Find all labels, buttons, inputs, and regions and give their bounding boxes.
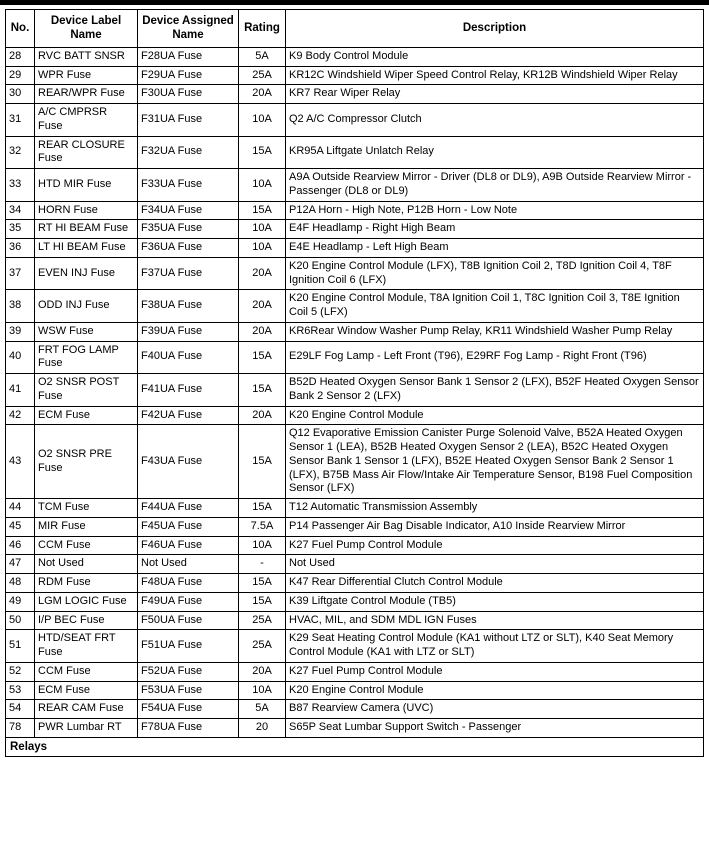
cell-description: K20 Engine Control Module (LFX), T8B Ignition Coil 2, T8D Ignition Coil 4, T8F Ignition Coil 6 (LFX): [286, 257, 704, 290]
relays-section-header: Relays: [6, 737, 704, 756]
cell-device-label-name: LT HI BEAM Fuse: [35, 239, 138, 258]
table-row: [6, 66, 704, 85]
cell-description: E4E Headlamp - Left High Beam: [286, 239, 704, 258]
table-row: [6, 239, 704, 258]
cell-device-label-name: HTD/SEAT FRT Fuse: [35, 630, 138, 663]
cell-device-label-name: TCM Fuse: [35, 499, 138, 518]
cell-rating: 10A: [239, 104, 286, 137]
header-no: No.: [6, 10, 35, 48]
cell-device-label-name: REAR CLOSURE Fuse: [35, 136, 138, 169]
top-divider-bar: [0, 0, 709, 5]
table-row: [6, 592, 704, 611]
table-row: [6, 574, 704, 593]
cell-no: 43: [6, 425, 35, 499]
cell-no: 47: [6, 555, 35, 574]
cell-rating: 10A: [239, 239, 286, 258]
cell-device-assigned-name: F42UA Fuse: [138, 406, 239, 425]
cell-device-assigned-name: F29UA Fuse: [138, 66, 239, 85]
cell-device-assigned-name: F36UA Fuse: [138, 239, 239, 258]
cell-device-assigned-name: F38UA Fuse: [138, 290, 239, 323]
cell-no: 53: [6, 681, 35, 700]
cell-rating: 25A: [239, 630, 286, 663]
cell-description: P12A Horn - High Note, P12B Horn - Low Note: [286, 201, 704, 220]
cell-device-assigned-name: F54UA Fuse: [138, 700, 239, 719]
cell-description: HVAC, MIL, and SDM MDL IGN Fuses: [286, 611, 704, 630]
cell-device-label-name: CCM Fuse: [35, 662, 138, 681]
cell-no: 78: [6, 719, 35, 738]
cell-device-assigned-name: F33UA Fuse: [138, 169, 239, 202]
table-row: [6, 611, 704, 630]
cell-rating: 10A: [239, 169, 286, 202]
cell-device-assigned-name: F46UA Fuse: [138, 536, 239, 555]
cell-device-label-name: ODD INJ Fuse: [35, 290, 138, 323]
cell-no: 46: [6, 536, 35, 555]
cell-device-assigned-name: F34UA Fuse: [138, 201, 239, 220]
cell-description: B52D Heated Oxygen Sensor Bank 1 Sensor 2 (LFX), B52F Heated Oxygen Sensor Bank 2 Sensor 2 (LFX): [286, 374, 704, 407]
cell-no: 37: [6, 257, 35, 290]
cell-no: 30: [6, 85, 35, 104]
cell-device-assigned-name: F30UA Fuse: [138, 85, 239, 104]
cell-device-assigned-name: F50UA Fuse: [138, 611, 239, 630]
cell-rating: 20A: [239, 85, 286, 104]
table-row: [6, 169, 704, 202]
cell-rating: 20A: [239, 257, 286, 290]
cell-device-assigned-name: F40UA Fuse: [138, 341, 239, 374]
cell-no: 36: [6, 239, 35, 258]
cell-description: KR6Rear Window Washer Pump Relay, KR11 Windshield Washer Pump Relay: [286, 322, 704, 341]
table-row: [6, 220, 704, 239]
cell-rating: 20: [239, 719, 286, 738]
header-row: [6, 10, 704, 48]
cell-rating: 25A: [239, 611, 286, 630]
cell-rating: 15A: [239, 574, 286, 593]
cell-device-label-name: A/C CMPRSR Fuse: [35, 104, 138, 137]
cell-device-label-name: RVC BATT SNSR: [35, 47, 138, 66]
cell-device-label-name: Not Used: [35, 555, 138, 574]
cell-description: KR7 Rear Wiper Relay: [286, 85, 704, 104]
cell-device-label-name: PWR Lumbar RT: [35, 719, 138, 738]
cell-device-assigned-name: F35UA Fuse: [138, 220, 239, 239]
cell-device-label-name: RDM Fuse: [35, 574, 138, 593]
cell-no: 52: [6, 662, 35, 681]
cell-device-assigned-name: F43UA Fuse: [138, 425, 239, 499]
cell-no: 38: [6, 290, 35, 323]
cell-description: A9A Outside Rearview Mirror - Driver (DL8 or DL9), A9B Outside Rearview Mirror - Passenger (DL8 or DL9): [286, 169, 704, 202]
cell-description: Q12 Evaporative Emission Canister Purge Solenoid Valve, B52A Heated Oxygen Sensor 1 (LEA), B52B Heated Oxygen Sensor 2 (LEA), B52C Heated Oxygen Sensor Bank 1 Sensor 1 (LFX), B52E Heated Oxygen Sensor Bank 2 Sensor 1 (LFX), B75B Mass Air Flow/Intake Air Temperature Sensor, B198 Fuel Composition Sensor (LFX): [286, 425, 704, 499]
header-description: Description: [286, 10, 704, 48]
cell-rating: 20A: [239, 290, 286, 323]
cell-device-assigned-name: F45UA Fuse: [138, 517, 239, 536]
cell-rating: 15A: [239, 341, 286, 374]
cell-device-label-name: LGM LOGIC Fuse: [35, 592, 138, 611]
cell-no: 29: [6, 66, 35, 85]
relays-section-row: [6, 737, 704, 756]
cell-description: E29LF Fog Lamp - Left Front (T96), E29RF Fog Lamp - Right Front (T96): [286, 341, 704, 374]
cell-description: P14 Passenger Air Bag Disable Indicator, A10 Inside Rearview Mirror: [286, 517, 704, 536]
cell-rating: 15A: [239, 592, 286, 611]
cell-rating: 25A: [239, 66, 286, 85]
cell-device-assigned-name: F41UA Fuse: [138, 374, 239, 407]
cell-rating: 20A: [239, 322, 286, 341]
cell-device-label-name: RT HI BEAM Fuse: [35, 220, 138, 239]
cell-rating: 7.5A: [239, 517, 286, 536]
cell-no: 51: [6, 630, 35, 663]
table-row: [6, 104, 704, 137]
cell-rating: 10A: [239, 220, 286, 239]
cell-description: KR12C Windshield Wiper Speed Control Relay, KR12B Windshield Wiper Relay: [286, 66, 704, 85]
cell-rating: 10A: [239, 536, 286, 555]
table-row: [6, 136, 704, 169]
table-row: [6, 630, 704, 663]
table-footer: [6, 737, 704, 756]
cell-device-label-name: HORN Fuse: [35, 201, 138, 220]
cell-rating: 20A: [239, 406, 286, 425]
cell-description: K29 Seat Heating Control Module (KA1 without LTZ or SLT), K40 Seat Memory Control Module (KA1 with LTZ or SLT): [286, 630, 704, 663]
cell-description: K27 Fuel Pump Control Module: [286, 536, 704, 555]
cell-description: K9 Body Control Module: [286, 47, 704, 66]
cell-device-label-name: EVEN INJ Fuse: [35, 257, 138, 290]
table-body: [6, 47, 704, 737]
cell-device-label-name: ECM Fuse: [35, 406, 138, 425]
cell-no: 50: [6, 611, 35, 630]
cell-device-assigned-name: F52UA Fuse: [138, 662, 239, 681]
cell-device-assigned-name: F49UA Fuse: [138, 592, 239, 611]
cell-device-label-name: MIR Fuse: [35, 517, 138, 536]
cell-device-assigned-name: F44UA Fuse: [138, 499, 239, 518]
table-row: [6, 257, 704, 290]
cell-device-label-name: HTD MIR Fuse: [35, 169, 138, 202]
table-row: [6, 536, 704, 555]
cell-no: 45: [6, 517, 35, 536]
cell-no: 48: [6, 574, 35, 593]
table-row: [6, 374, 704, 407]
cell-device-label-name: O2 SNSR PRE Fuse: [35, 425, 138, 499]
cell-description: K20 Engine Control Module: [286, 681, 704, 700]
cell-no: 35: [6, 220, 35, 239]
table-row: [6, 425, 704, 499]
cell-device-label-name: O2 SNSR POST Fuse: [35, 374, 138, 407]
cell-description: K20 Engine Control Module, T8A Ignition Coil 1, T8C Ignition Coil 3, T8E Ignition Coil 5 (LFX): [286, 290, 704, 323]
cell-rating: -: [239, 555, 286, 574]
cell-device-assigned-name: F48UA Fuse: [138, 574, 239, 593]
cell-no: 32: [6, 136, 35, 169]
cell-device-label-name: FRT FOG LAMP Fuse: [35, 341, 138, 374]
cell-description: Not Used: [286, 555, 704, 574]
cell-rating: 10A: [239, 681, 286, 700]
cell-device-assigned-name: F31UA Fuse: [138, 104, 239, 137]
table-row: [6, 681, 704, 700]
cell-device-label-name: CCM Fuse: [35, 536, 138, 555]
cell-no: 44: [6, 499, 35, 518]
cell-description: KR95A Liftgate Unlatch Relay: [286, 136, 704, 169]
cell-rating: 15A: [239, 425, 286, 499]
cell-device-label-name: WSW Fuse: [35, 322, 138, 341]
cell-no: 54: [6, 700, 35, 719]
table-row: [6, 341, 704, 374]
table-row: [6, 47, 704, 66]
cell-no: 49: [6, 592, 35, 611]
cell-rating: 5A: [239, 47, 286, 66]
cell-rating: 15A: [239, 201, 286, 220]
header-device-assigned-name: Device Assigned Name: [138, 10, 239, 48]
cell-no: 33: [6, 169, 35, 202]
cell-description: K47 Rear Differential Clutch Control Module: [286, 574, 704, 593]
table-row: [6, 201, 704, 220]
table-row: [6, 700, 704, 719]
table-row: [6, 290, 704, 323]
cell-device-label-name: REAR/WPR Fuse: [35, 85, 138, 104]
table-row: [6, 517, 704, 536]
cell-no: 34: [6, 201, 35, 220]
cell-rating: 5A: [239, 700, 286, 719]
cell-device-label-name: WPR Fuse: [35, 66, 138, 85]
cell-no: 31: [6, 104, 35, 137]
cell-device-label-name: ECM Fuse: [35, 681, 138, 700]
cell-device-assigned-name: F39UA Fuse: [138, 322, 239, 341]
cell-device-assigned-name: F78UA Fuse: [138, 719, 239, 738]
table-row: [6, 499, 704, 518]
table-row: [6, 85, 704, 104]
cell-rating: 15A: [239, 136, 286, 169]
cell-device-label-name: REAR CAM Fuse: [35, 700, 138, 719]
cell-description: S65P Seat Lumbar Support Switch - Passenger: [286, 719, 704, 738]
cell-device-assigned-name: F28UA Fuse: [138, 47, 239, 66]
cell-device-assigned-name: F32UA Fuse: [138, 136, 239, 169]
cell-rating: 15A: [239, 499, 286, 518]
table-row: [6, 322, 704, 341]
header-device-label-name: Device Label Name: [35, 10, 138, 48]
cell-description: K27 Fuel Pump Control Module: [286, 662, 704, 681]
table-row: [6, 406, 704, 425]
table-row: [6, 719, 704, 738]
cell-description: K39 Liftgate Control Module (TB5): [286, 592, 704, 611]
table-row: [6, 662, 704, 681]
cell-device-assigned-name: F37UA Fuse: [138, 257, 239, 290]
cell-device-assigned-name: Not Used: [138, 555, 239, 574]
cell-description: Q2 A/C Compressor Clutch: [286, 104, 704, 137]
cell-rating: 15A: [239, 374, 286, 407]
cell-description: B87 Rearview Camera (UVC): [286, 700, 704, 719]
fuse-table: [5, 9, 704, 757]
cell-device-assigned-name: F51UA Fuse: [138, 630, 239, 663]
cell-no: 42: [6, 406, 35, 425]
cell-description: E4F Headlamp - Right High Beam: [286, 220, 704, 239]
table-header: [6, 10, 704, 48]
cell-no: 40: [6, 341, 35, 374]
cell-device-label-name: I/P BEC Fuse: [35, 611, 138, 630]
cell-description: T12 Automatic Transmission Assembly: [286, 499, 704, 518]
cell-device-assigned-name: F53UA Fuse: [138, 681, 239, 700]
table-row: [6, 555, 704, 574]
header-rating: Rating: [239, 10, 286, 48]
cell-no: 41: [6, 374, 35, 407]
cell-rating: 20A: [239, 662, 286, 681]
cell-no: 39: [6, 322, 35, 341]
cell-description: K20 Engine Control Module: [286, 406, 704, 425]
cell-no: 28: [6, 47, 35, 66]
